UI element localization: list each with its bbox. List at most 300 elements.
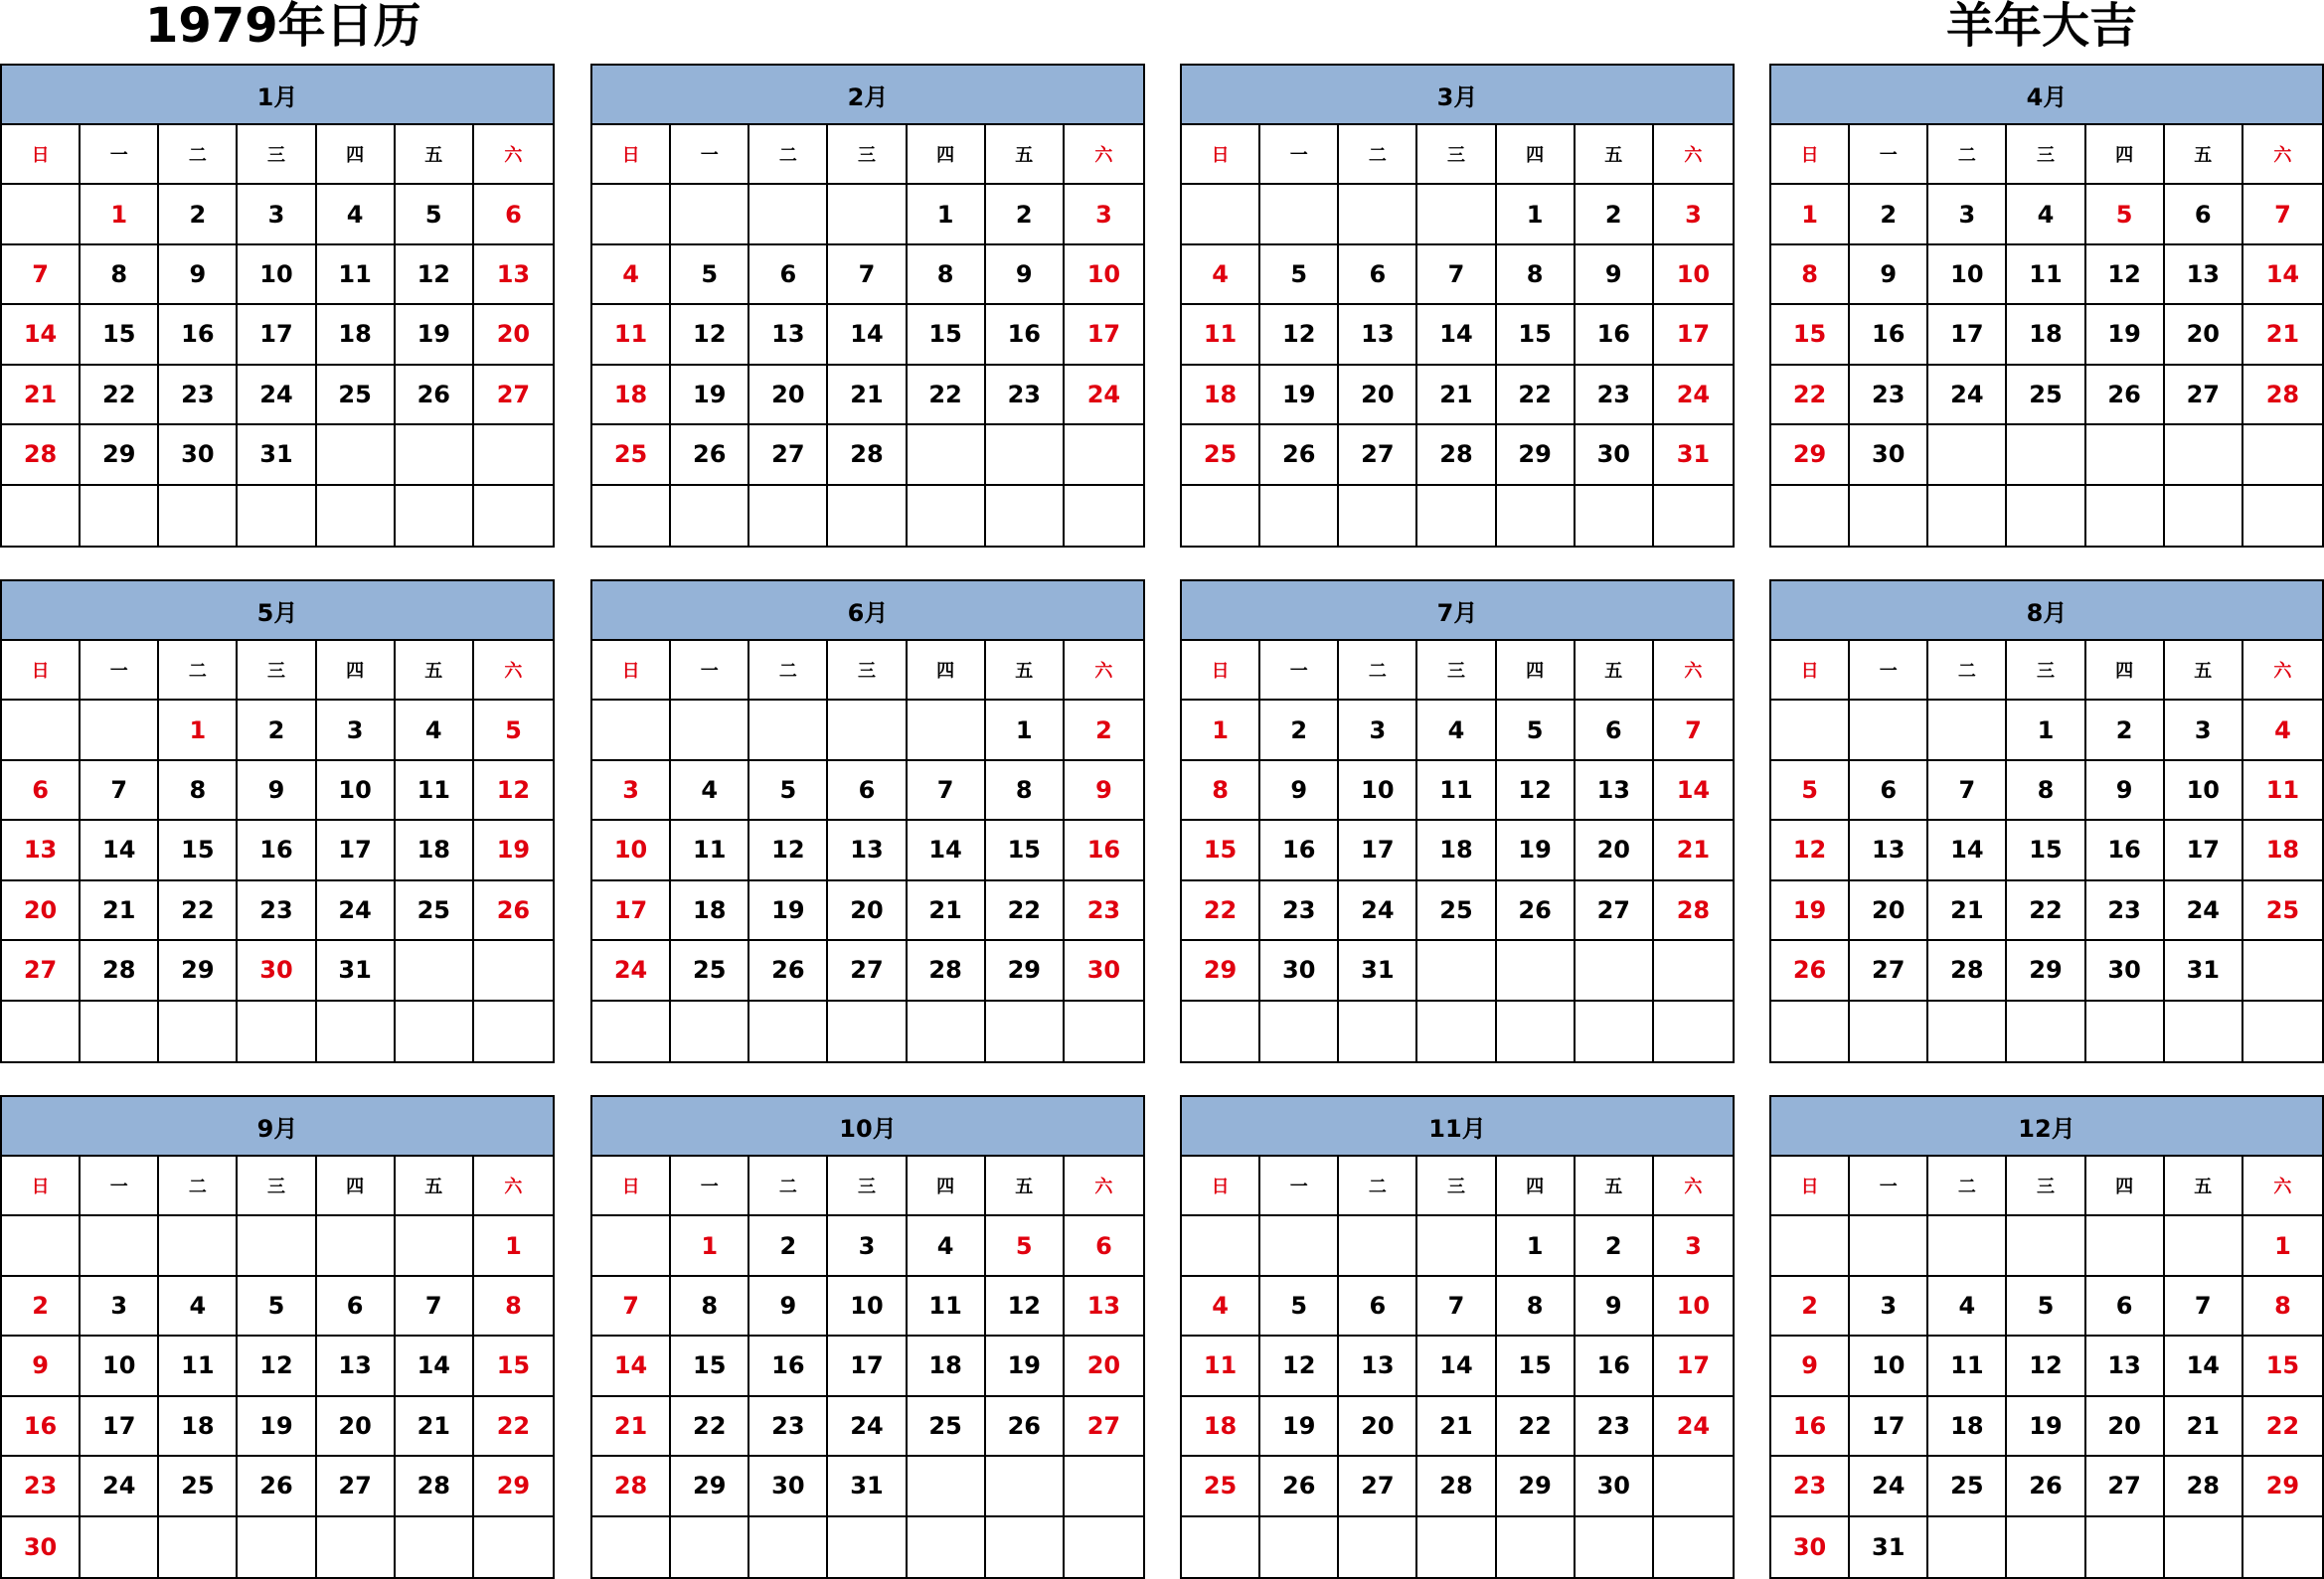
month-header: 11月 [1182, 1097, 1733, 1157]
empty-cell [1417, 185, 1496, 244]
day-cell: 23 [1576, 1397, 1654, 1457]
month-grid [2, 125, 553, 546]
empty-cell [474, 1002, 553, 1061]
day-cell: 8 [474, 1277, 553, 1337]
empty-cell [396, 1517, 474, 1577]
month-header: 9月 [2, 1097, 553, 1157]
day-cell: 16 [159, 305, 238, 365]
day-cell: 26 [474, 881, 553, 941]
empty-cell [159, 1216, 238, 1276]
weekday-label: 三 [238, 1157, 316, 1216]
weekday-label: 五 [1576, 641, 1654, 701]
weekday-label: 四 [317, 125, 396, 185]
day-cell: 27 [2165, 366, 2243, 425]
empty-cell [1771, 1002, 1850, 1061]
empty-cell [1065, 1002, 1143, 1061]
weekday-label: 四 [908, 1157, 986, 1216]
day-cell: 8 [986, 761, 1065, 821]
empty-cell [2165, 486, 2243, 546]
day-cell: 24 [81, 1457, 159, 1516]
day-cell: 7 [1417, 245, 1496, 305]
day-cell: 19 [474, 821, 553, 880]
day-cell: 14 [908, 821, 986, 880]
day-cell: 18 [2007, 305, 2085, 365]
day-cell: 8 [1497, 245, 1576, 305]
empty-cell [81, 1002, 159, 1061]
day-cell: 25 [908, 1397, 986, 1457]
day-cell: 12 [238, 1337, 316, 1396]
empty-cell [317, 486, 396, 546]
weekday-label: 二 [159, 641, 238, 701]
day-cell: 6 [1339, 245, 1417, 305]
day-cell: 4 [671, 761, 749, 821]
weekday-label: 六 [1654, 1157, 1733, 1216]
empty-cell [908, 486, 986, 546]
empty-cell [592, 1517, 671, 1577]
day-cell: 24 [1928, 366, 2007, 425]
empty-cell [1260, 1002, 1339, 1061]
empty-cell [592, 1216, 671, 1276]
day-cell: 23 [1576, 366, 1654, 425]
empty-cell [1065, 425, 1143, 485]
day-cell: 2 [1260, 701, 1339, 760]
day-cell: 5 [1771, 761, 1850, 821]
day-cell: 15 [1497, 1337, 1576, 1396]
empty-cell [1771, 701, 1850, 760]
weekday-label: 二 [1928, 125, 2007, 185]
empty-cell [671, 701, 749, 760]
day-cell: 27 [749, 425, 828, 485]
day-cell: 4 [159, 1277, 238, 1337]
day-cell: 16 [1576, 1337, 1654, 1396]
empty-cell [908, 1002, 986, 1061]
empty-cell [2, 1216, 81, 1276]
day-cell: 6 [317, 1277, 396, 1337]
day-cell: 17 [592, 881, 671, 941]
day-cell: 12 [1771, 821, 1850, 880]
weekday-label: 一 [671, 641, 749, 701]
day-cell: 4 [592, 245, 671, 305]
empty-cell [1771, 486, 1850, 546]
weekday-label: 二 [1339, 641, 1417, 701]
day-cell: 22 [1771, 366, 1850, 425]
day-cell: 23 [749, 1397, 828, 1457]
day-cell: 17 [1339, 821, 1417, 880]
day-cell: 6 [474, 185, 553, 244]
day-cell: 14 [1654, 761, 1733, 821]
weekday-label: 日 [2, 641, 81, 701]
day-cell: 15 [2243, 1337, 2322, 1396]
day-cell: 25 [396, 881, 474, 941]
day-cell: 19 [2086, 305, 2165, 365]
empty-cell [749, 1517, 828, 1577]
empty-cell [986, 425, 1065, 485]
weekday-label: 二 [749, 641, 828, 701]
empty-cell [671, 185, 749, 244]
day-cell: 26 [749, 941, 828, 1001]
empty-cell [2007, 1517, 2085, 1577]
weekday-label: 六 [1654, 125, 1733, 185]
empty-cell [1065, 486, 1143, 546]
day-cell: 3 [1065, 185, 1143, 244]
day-cell: 21 [1928, 881, 2007, 941]
month-grid [1182, 125, 1733, 546]
empty-cell [1576, 1002, 1654, 1061]
day-cell: 5 [1260, 1277, 1339, 1337]
day-cell: 9 [1065, 761, 1143, 821]
day-cell: 1 [1771, 185, 1850, 244]
day-cell: 7 [828, 245, 907, 305]
month-grid [1771, 125, 2322, 546]
day-cell: 27 [828, 941, 907, 1001]
month-grid [1182, 1157, 1733, 1577]
weekday-label: 六 [474, 1157, 553, 1216]
weekday-label: 五 [1576, 1157, 1654, 1216]
weekday-label: 一 [1260, 125, 1339, 185]
weekday-label: 日 [2, 125, 81, 185]
day-cell: 3 [317, 701, 396, 760]
day-cell: 24 [1339, 881, 1417, 941]
day-cell: 14 [81, 821, 159, 880]
day-cell: 15 [1497, 305, 1576, 365]
weekday-label: 二 [1339, 1157, 1417, 1216]
day-cell: 4 [2243, 701, 2322, 760]
weekday-label: 一 [1850, 125, 1928, 185]
weekday-label: 一 [81, 1157, 159, 1216]
weekday-label: 四 [1497, 641, 1576, 701]
day-cell: 27 [474, 366, 553, 425]
day-cell: 22 [671, 1397, 749, 1457]
weekday-label: 三 [2007, 1157, 2085, 1216]
day-cell: 10 [1065, 245, 1143, 305]
day-cell: 9 [1576, 245, 1654, 305]
day-cell: 13 [828, 821, 907, 880]
weekday-label: 日 [592, 1157, 671, 1216]
day-cell: 16 [986, 305, 1065, 365]
day-cell: 28 [2165, 1457, 2243, 1516]
day-cell: 15 [1771, 305, 1850, 365]
day-cell: 2 [1771, 1277, 1850, 1337]
empty-cell [1182, 1216, 1260, 1276]
day-cell: 3 [592, 761, 671, 821]
empty-cell [1850, 701, 1928, 760]
weekday-label: 六 [1065, 125, 1143, 185]
day-cell: 3 [81, 1277, 159, 1337]
day-cell: 27 [2086, 1457, 2165, 1516]
weekday-label: 日 [1182, 641, 1260, 701]
empty-cell [2086, 1517, 2165, 1577]
day-cell: 1 [2243, 1216, 2322, 1276]
day-cell: 5 [1260, 245, 1339, 305]
month-grid [592, 1157, 1143, 1577]
day-cell: 22 [81, 366, 159, 425]
empty-cell [2086, 1216, 2165, 1276]
day-cell: 22 [1182, 881, 1260, 941]
day-cell: 6 [2, 761, 81, 821]
weekday-label: 五 [986, 125, 1065, 185]
day-cell: 18 [908, 1337, 986, 1396]
day-cell: 19 [1260, 366, 1339, 425]
month-header: 3月 [1182, 66, 1733, 125]
empty-cell [1928, 486, 2007, 546]
empty-cell [986, 1457, 1065, 1516]
day-cell: 30 [749, 1457, 828, 1516]
day-cell: 9 [986, 245, 1065, 305]
day-cell: 13 [2165, 245, 2243, 305]
empty-cell [238, 486, 316, 546]
day-cell: 10 [828, 1277, 907, 1337]
day-cell: 22 [159, 881, 238, 941]
empty-cell [749, 701, 828, 760]
day-cell: 23 [2, 1457, 81, 1516]
day-cell: 3 [1850, 1277, 1928, 1337]
weekday-label: 三 [1417, 125, 1496, 185]
empty-cell [1928, 425, 2007, 485]
day-cell: 30 [1771, 1517, 1850, 1577]
day-cell: 9 [159, 245, 238, 305]
empty-cell [1850, 1216, 1928, 1276]
day-cell: 28 [592, 1457, 671, 1516]
day-cell: 23 [986, 366, 1065, 425]
day-cell: 14 [1928, 821, 2007, 880]
day-cell: 14 [592, 1337, 671, 1396]
day-cell: 7 [2, 245, 81, 305]
day-cell: 26 [1771, 941, 1850, 1001]
weekday-label: 六 [2243, 641, 2322, 701]
day-cell: 6 [828, 761, 907, 821]
empty-cell [317, 1517, 396, 1577]
weekday-label: 六 [474, 641, 553, 701]
day-cell: 20 [1339, 366, 1417, 425]
weekday-label: 五 [1576, 125, 1654, 185]
day-cell: 26 [1260, 1457, 1339, 1516]
weekday-label: 四 [1497, 125, 1576, 185]
day-cell: 18 [592, 366, 671, 425]
day-cell: 2 [1850, 185, 1928, 244]
month-grid [1771, 1157, 2322, 1577]
day-cell: 10 [2165, 761, 2243, 821]
empty-cell [828, 1002, 907, 1061]
day-cell: 29 [159, 941, 238, 1001]
weekday-label: 二 [749, 125, 828, 185]
day-cell: 27 [1339, 425, 1417, 485]
day-cell: 10 [1339, 761, 1417, 821]
day-cell: 24 [1654, 366, 1733, 425]
day-cell: 27 [1850, 941, 1928, 1001]
weekday-label: 六 [2243, 125, 2322, 185]
day-cell: 19 [749, 881, 828, 941]
day-cell: 23 [1065, 881, 1143, 941]
weekday-label: 日 [1771, 125, 1850, 185]
empty-cell [2086, 1002, 2165, 1061]
weekday-label: 日 [1182, 1157, 1260, 1216]
day-cell: 11 [1182, 305, 1260, 365]
weekday-label: 三 [828, 641, 907, 701]
empty-cell [2007, 1002, 2085, 1061]
day-cell: 16 [1771, 1397, 1850, 1457]
weekday-label: 四 [908, 125, 986, 185]
day-cell: 5 [1497, 701, 1576, 760]
day-cell: 1 [1182, 701, 1260, 760]
day-cell: 10 [1850, 1337, 1928, 1396]
day-cell: 20 [2, 881, 81, 941]
empty-cell [1576, 486, 1654, 546]
day-cell: 9 [1260, 761, 1339, 821]
weekday-label: 日 [592, 641, 671, 701]
day-cell: 21 [1654, 821, 1733, 880]
empty-cell [2007, 486, 2085, 546]
empty-cell [238, 1517, 316, 1577]
empty-cell [1065, 1457, 1143, 1516]
day-cell: 19 [2007, 1397, 2085, 1457]
day-cell: 25 [317, 366, 396, 425]
month-header: 1月 [2, 66, 553, 125]
day-cell: 23 [2086, 881, 2165, 941]
day-cell: 19 [238, 1397, 316, 1457]
day-cell: 13 [1065, 1277, 1143, 1337]
day-cell: 22 [2243, 1397, 2322, 1457]
day-cell: 3 [2165, 701, 2243, 760]
day-cell: 18 [1417, 821, 1496, 880]
day-cell: 30 [1850, 425, 1928, 485]
day-cell: 18 [1182, 366, 1260, 425]
day-cell: 22 [986, 881, 1065, 941]
day-cell: 15 [81, 305, 159, 365]
weekday-label: 日 [2, 1157, 81, 1216]
empty-cell [1771, 1216, 1850, 1276]
empty-cell [1417, 1517, 1496, 1577]
day-cell: 13 [749, 305, 828, 365]
month-table [590, 64, 1145, 548]
day-cell: 6 [1339, 1277, 1417, 1337]
empty-cell [2086, 425, 2165, 485]
day-cell: 17 [1065, 305, 1143, 365]
empty-cell [1339, 1517, 1417, 1577]
day-cell: 11 [396, 761, 474, 821]
day-cell: 19 [1260, 1397, 1339, 1457]
day-cell: 28 [2, 425, 81, 485]
weekday-label: 一 [1260, 641, 1339, 701]
empty-cell [1497, 1517, 1576, 1577]
empty-cell [2243, 1002, 2322, 1061]
empty-cell [2165, 1517, 2243, 1577]
day-cell: 10 [1928, 245, 2007, 305]
day-cell: 27 [317, 1457, 396, 1516]
day-cell: 11 [2007, 245, 2085, 305]
month-table [1180, 579, 1735, 1063]
empty-cell [1339, 185, 1417, 244]
day-cell: 21 [81, 881, 159, 941]
day-cell: 23 [1771, 1457, 1850, 1516]
day-cell: 30 [2086, 941, 2165, 1001]
day-cell: 29 [474, 1457, 553, 1516]
empty-cell [2165, 1002, 2243, 1061]
day-cell: 4 [908, 1216, 986, 1276]
day-cell: 8 [2007, 761, 2085, 821]
empty-cell [908, 1457, 986, 1516]
day-cell: 24 [1850, 1457, 1928, 1516]
day-cell: 16 [749, 1337, 828, 1396]
empty-cell [828, 185, 907, 244]
day-cell: 2 [986, 185, 1065, 244]
day-cell: 15 [671, 1337, 749, 1396]
day-cell: 5 [986, 1216, 1065, 1276]
day-cell: 17 [1654, 1337, 1733, 1396]
day-cell: 28 [1928, 941, 2007, 1001]
day-cell: 13 [1850, 821, 1928, 880]
greeting-title: 羊年大吉 [1946, 0, 2138, 54]
day-cell: 2 [749, 1216, 828, 1276]
day-cell: 5 [671, 245, 749, 305]
day-cell: 27 [2, 941, 81, 1001]
empty-cell [1497, 1002, 1576, 1061]
weekday-label: 一 [81, 125, 159, 185]
day-cell: 12 [986, 1277, 1065, 1337]
day-cell: 23 [159, 366, 238, 425]
day-cell: 12 [2086, 245, 2165, 305]
empty-cell [592, 486, 671, 546]
day-cell: 17 [1928, 305, 2007, 365]
weekday-label: 四 [2086, 641, 2165, 701]
day-cell: 20 [2165, 305, 2243, 365]
weekday-label: 五 [396, 641, 474, 701]
empty-cell [1260, 486, 1339, 546]
day-cell: 26 [238, 1457, 316, 1516]
day-cell: 29 [2243, 1457, 2322, 1516]
day-cell: 18 [1928, 1397, 2007, 1457]
day-cell: 9 [749, 1277, 828, 1337]
day-cell: 29 [1771, 425, 1850, 485]
day-cell: 22 [2007, 881, 2085, 941]
day-cell: 28 [1417, 1457, 1496, 1516]
day-cell: 10 [81, 1337, 159, 1396]
empty-cell [1654, 486, 1733, 546]
day-cell: 17 [238, 305, 316, 365]
empty-cell [1654, 1002, 1733, 1061]
empty-cell [1497, 941, 1576, 1001]
day-cell: 29 [2007, 941, 2085, 1001]
day-cell: 12 [474, 761, 553, 821]
weekday-label: 六 [1654, 641, 1733, 701]
day-cell: 14 [2165, 1337, 2243, 1396]
month-table [0, 64, 555, 548]
day-cell: 28 [396, 1457, 474, 1516]
day-cell: 9 [1850, 245, 1928, 305]
month-table [0, 1095, 555, 1579]
day-cell: 1 [671, 1216, 749, 1276]
empty-cell [159, 1517, 238, 1577]
empty-cell [1928, 1216, 2007, 1276]
empty-cell [1260, 185, 1339, 244]
day-cell: 17 [2165, 821, 2243, 880]
day-cell: 12 [2007, 1337, 2085, 1396]
day-cell: 24 [238, 366, 316, 425]
day-cell: 16 [1850, 305, 1928, 365]
weekday-label: 三 [238, 125, 316, 185]
day-cell: 6 [1850, 761, 1928, 821]
day-cell: 23 [1850, 366, 1928, 425]
day-cell: 21 [592, 1397, 671, 1457]
day-cell: 28 [81, 941, 159, 1001]
day-cell: 2 [2086, 701, 2165, 760]
day-cell: 18 [671, 881, 749, 941]
day-cell: 25 [1182, 425, 1260, 485]
empty-cell [749, 185, 828, 244]
weekday-label: 六 [474, 125, 553, 185]
day-cell: 19 [1771, 881, 1850, 941]
day-cell: 13 [2, 821, 81, 880]
weekday-label: 四 [1497, 1157, 1576, 1216]
